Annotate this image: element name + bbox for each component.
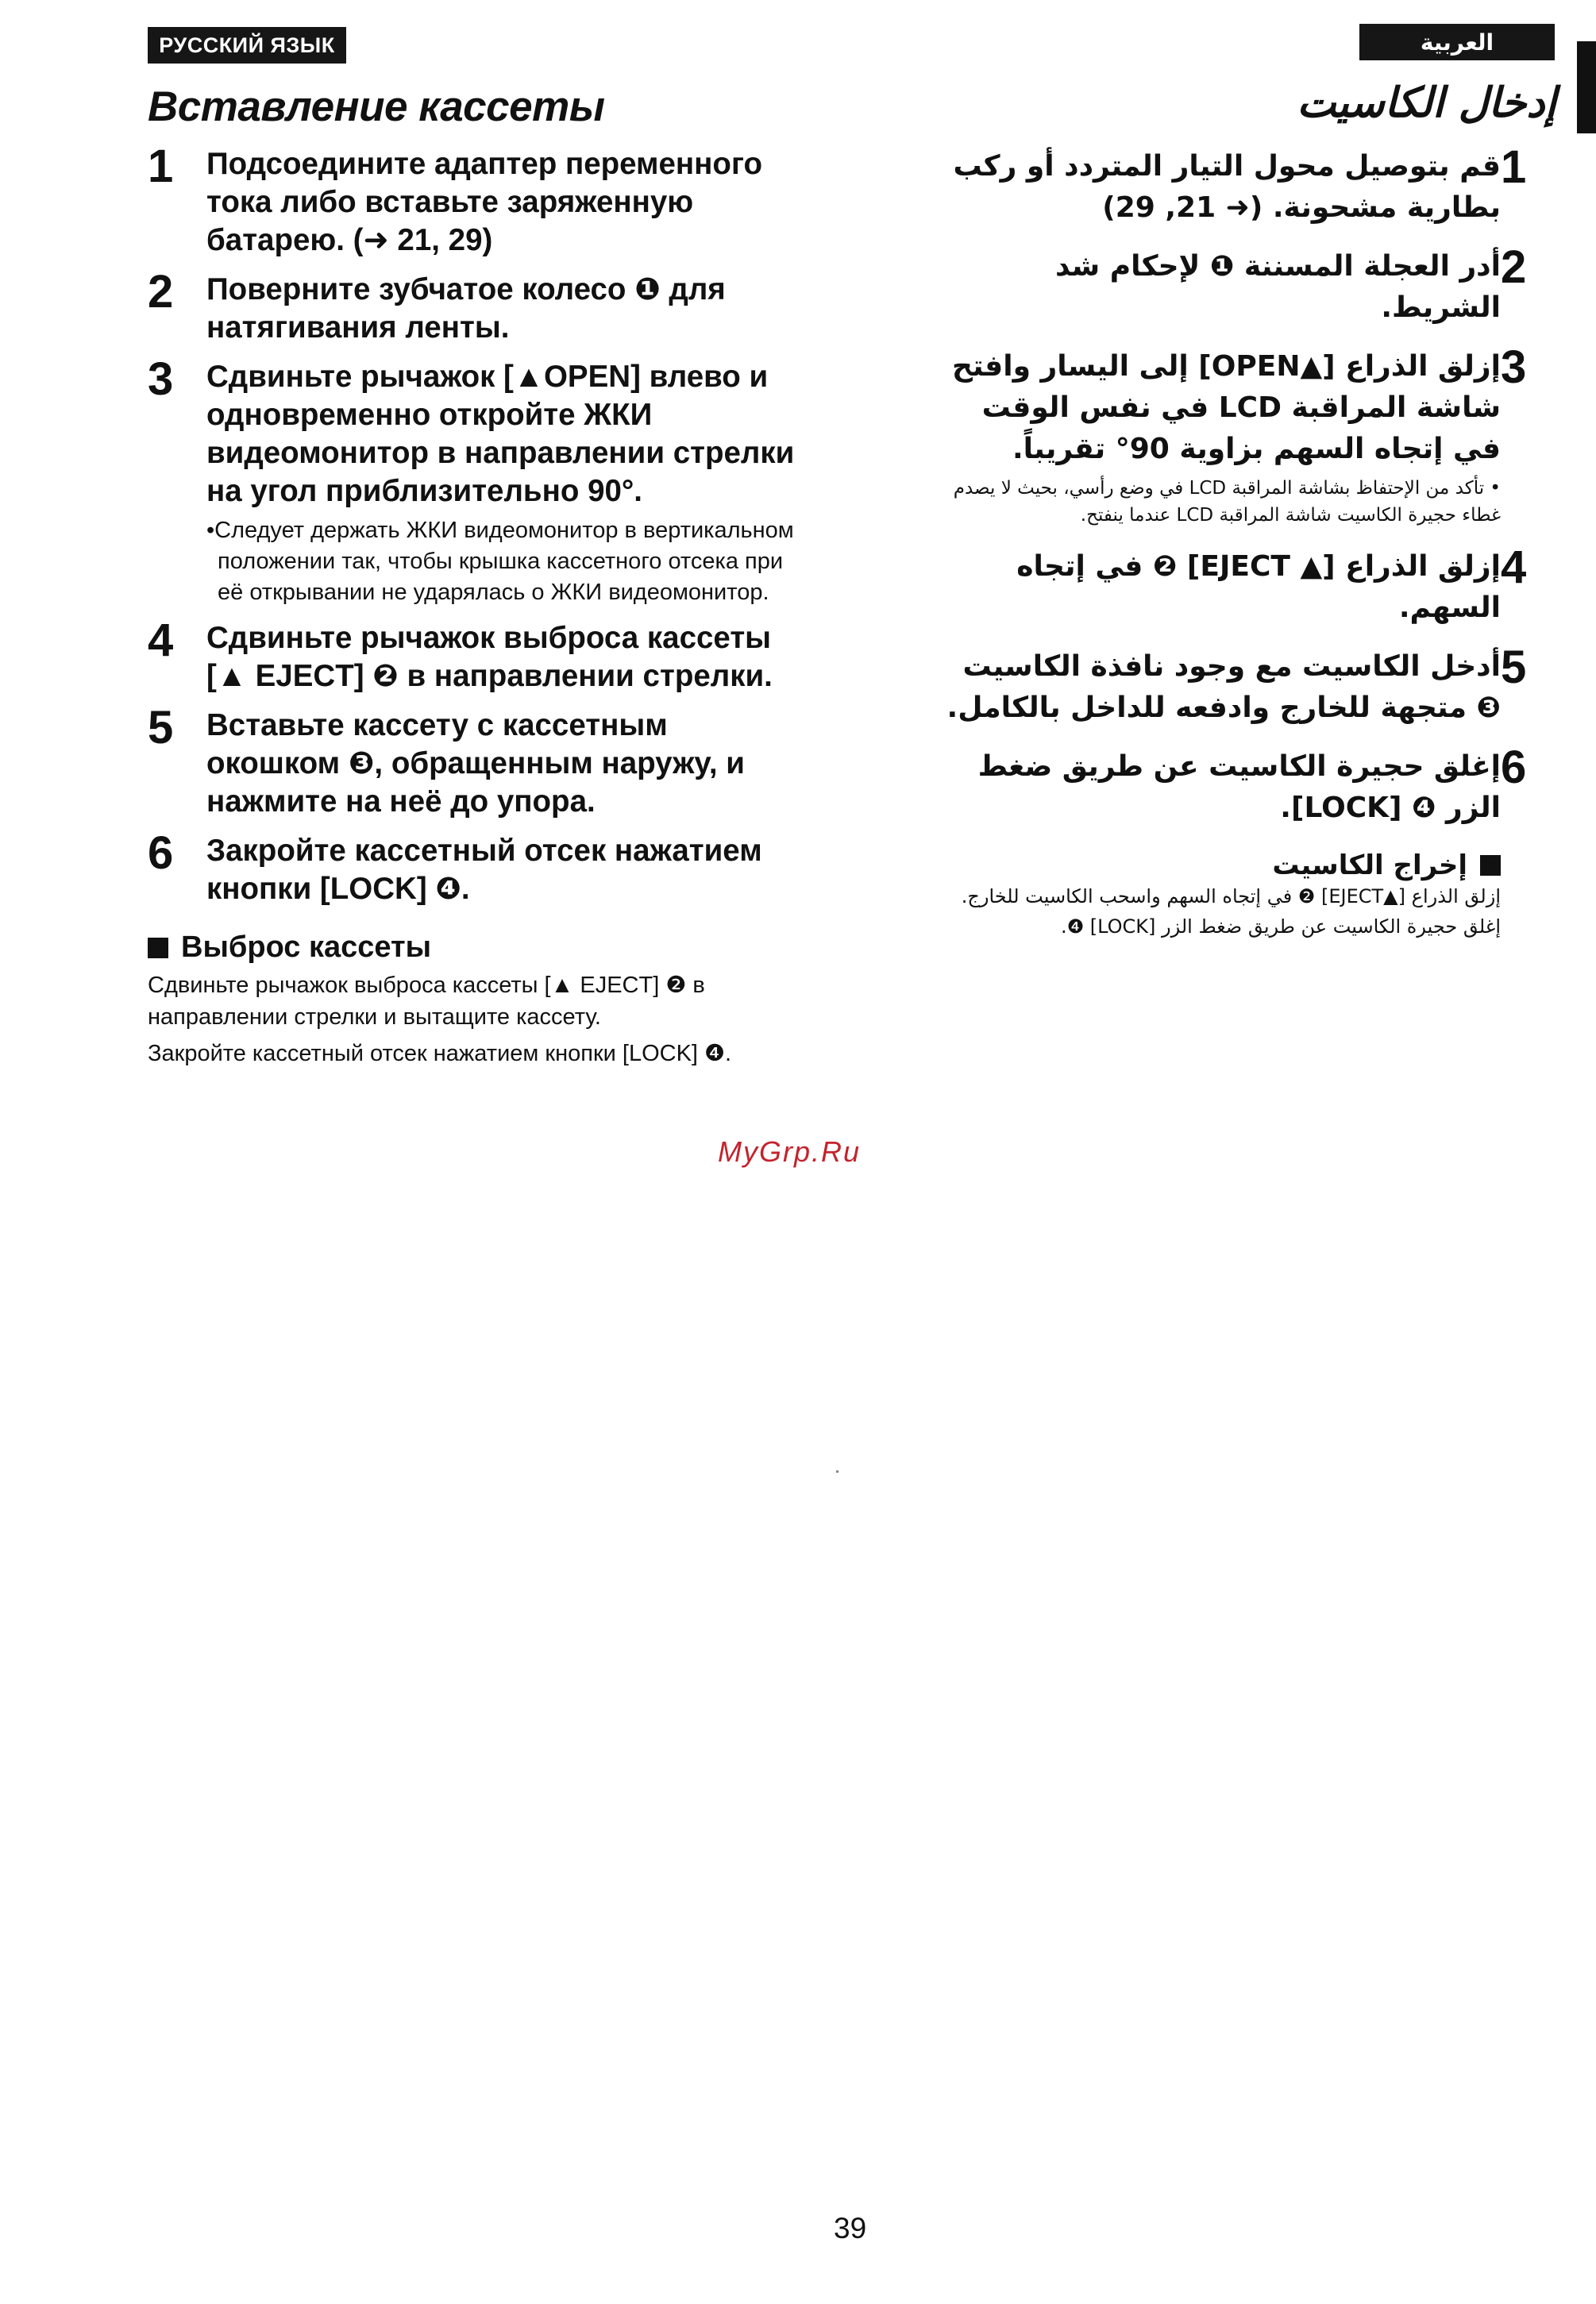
step-number: 1 <box>148 141 174 192</box>
step-text: إزلق الذراع [▲OPEN] إلى اليسار وافتح شاشة المراقبة LCD في نفس الوقت في إتجاه السهم بزاوية 90° تقريباً. <box>952 350 1501 465</box>
eject-paragraph-ar: إغلق حجيرة الكاسيت عن طريق ضغط الزر [LOCK] ❹. <box>1060 915 1501 938</box>
step-1-ru <box>148 141 799 260</box>
step-text: Сдвиньте рычажок выброса кассеты [▲ EJECT] ❷ в направлении стрелки. <box>206 621 773 693</box>
section-edge-tab <box>1577 41 1596 133</box>
step-number: 3 <box>1501 341 1527 393</box>
step-number: 4 <box>1501 541 1527 593</box>
step-text: أدر العجلة المسننة ❶ لإحكام شد الشريط. <box>1055 250 1501 324</box>
step-5-ru <box>148 702 799 821</box>
step-2-ru <box>148 266 799 347</box>
step-text: Поверните зубчатое колесо ❶ для натягивания ленты. <box>206 272 726 345</box>
page-title-ru: Вставление кассеты <box>148 83 605 130</box>
step-number: 6 <box>148 827 174 879</box>
russian-column <box>148 83 799 1069</box>
step-6-ar <box>937 742 1556 829</box>
step-number: 5 <box>148 702 174 753</box>
eject-paragraph-ru: Сдвиньте рычажок выброса кассеты [▲ EJECT] ❷ в направлении стрелки и вытащите кассету. <box>148 973 705 1030</box>
step-4-ar <box>937 541 1556 629</box>
step-1-ar <box>937 141 1556 229</box>
arabic-column <box>937 79 1556 942</box>
eject-heading-ru <box>148 930 799 965</box>
language-badge-russian: РУССКИЙ ЯЗЫК <box>148 27 346 64</box>
eject-paragraph-ar: إزلق الذراع [▲EJECT] ❷ في إتجاه السهم واسحب الكاسيت للخارج. <box>961 885 1501 907</box>
step-number: 6 <box>1501 742 1527 793</box>
eject-heading-ar <box>937 850 1556 881</box>
step-text: Вставьте кассету с кассетным окошком ❸, обращенным наружу, и нажмите на неё до упора. <box>206 708 745 819</box>
step-text: قم بتوصيل محول التيار المتردد أو ركب بطارية مشحونة. (➜ 21, 29) <box>953 150 1501 224</box>
language-badge-arabic: العربية <box>1359 24 1555 60</box>
step-text: Закройте кассетный отсек нажатием кнопки [LOCK] ❹. <box>206 834 762 906</box>
eject-title: Выброс кассеты <box>181 930 432 964</box>
step-number: 5 <box>1501 641 1527 693</box>
step-number: 2 <box>148 266 174 318</box>
square-bullet-icon <box>1480 855 1501 876</box>
stray-dot <box>836 1470 838 1473</box>
step-body <box>206 358 799 608</box>
step-text: Подсоедините адаптер переменного тока либо вставьте заряженную батарею. (➜ 21, 29) <box>206 147 762 257</box>
step-text: Сдвиньте рычажок [▲OPEN] влево и одновременно откройте ЖКИ видеомонитор в направлении стрелки на угол приблизительно 90°. <box>206 360 795 508</box>
step-note: • تأكد من الإحتفاظ بشاشة المراقبة LCD في وضع رأسي، بحيث لا يصدم غطاء حجيرة الكاسيت شاشة المراقبة LCD عندما ينفتح. <box>953 478 1501 526</box>
step-text: أدخل الكاسيت مع وجود نافذة الكاسيت ❸ متجهة للخارج وادفعه للداخل بالكامل. <box>946 650 1501 724</box>
step-number: 4 <box>148 615 174 666</box>
step-text: إغلق حجيرة الكاسيت عن طريق ضغط الزر ❹ [LOCK]. <box>977 750 1501 824</box>
page-title-ar: إدخال الكاسيت <box>1297 79 1556 127</box>
step-3-ar <box>937 341 1556 529</box>
square-bullet-icon <box>148 938 168 958</box>
step-body <box>937 346 1501 529</box>
step-text: إزلق الذراع [▲ EJECT] ❷ في إتجاه السهم. <box>1016 550 1501 624</box>
step-3-ru <box>148 353 799 608</box>
step-5-ar <box>937 641 1556 729</box>
eject-paragraph-ru: Закройте кассетный отсек нажатием кнопки [LOCK] ❹. <box>148 1041 732 1066</box>
watermark-text: MyGrp.Ru <box>718 1135 862 1168</box>
step-6-ru <box>148 827 799 908</box>
step-number: 3 <box>148 353 174 405</box>
step-note: •Следует держать ЖКИ видеомонитор в вертикальном положении так, чтобы крышка кассетного отсека при её открывании не ударялась о ЖКИ видеомонитор. <box>206 518 794 605</box>
step-number: 2 <box>1501 241 1527 293</box>
eject-title: إخراج الكاسيت <box>1272 850 1467 881</box>
page-number: 39 <box>834 2212 867 2244</box>
step-4-ru <box>148 615 799 695</box>
step-2-ar <box>937 241 1556 329</box>
step-number: 1 <box>1501 141 1527 193</box>
